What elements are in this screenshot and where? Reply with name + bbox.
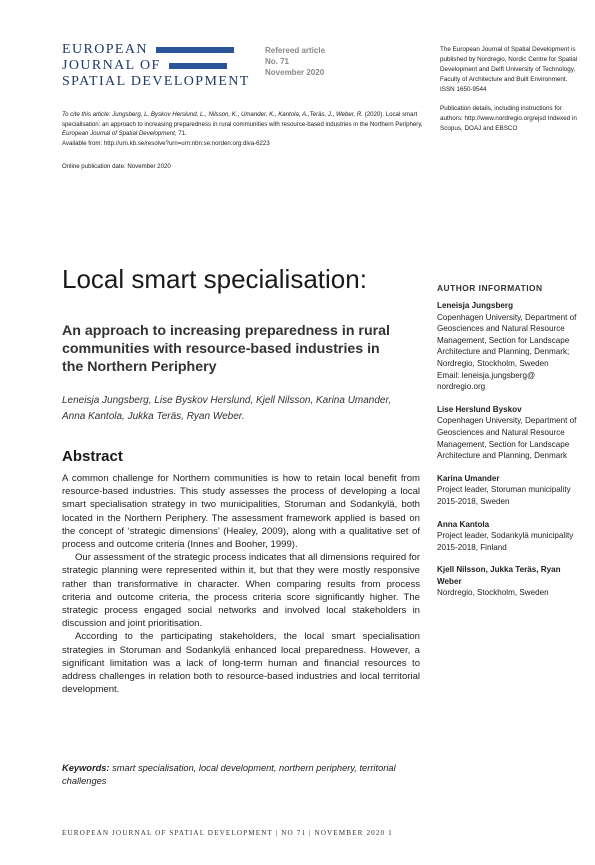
- logo-line-1: EUROPEAN: [62, 42, 148, 57]
- abstract-heading: Abstract: [62, 448, 123, 465]
- citation-block: [62, 110, 427, 172]
- author-entry: [437, 300, 585, 393]
- logo-rule-2: [169, 63, 227, 69]
- author-email[interactable]: Email: leneisja.jungsberg@ nordregio.org: [437, 370, 536, 392]
- logo-line-2: JOURNAL OF: [62, 58, 161, 73]
- cite-authors: Jungsberg, L. Byskov Herslund, L., Nilsson, K., Umander, K., Kantola, A.,Teräs, J., Weber, R.: [112, 111, 363, 118]
- author-affiliation: Project leader, Sodankylä municipality 2015-2018, Finland: [437, 531, 574, 552]
- page-footer: EUROPEAN JOURNAL OF SPATIAL DEVELOPMENT | NO 71 | NOVEMBER 2020 1: [62, 829, 393, 837]
- author-entry: [437, 473, 585, 508]
- author-name: Kjell Nilsson, Jukka Teräs, Ryan Weber: [437, 565, 561, 586]
- cite-available-link[interactable]: Available from: http://urn.kb.se/resolve?urn=urn:nbn:se:norden:org:diva-6223: [62, 139, 270, 147]
- author-name: Anna Kantola: [437, 519, 490, 529]
- cite-journal: European Journal of Spatial Development,: [62, 130, 177, 138]
- publication-details: Publication details, including instructions for authors: http://www.nordregio.org/ejsd Indexed in Scopus, DOAJ and EBSCO: [440, 105, 577, 132]
- logo-rule-1: [156, 47, 234, 53]
- abstract-paragraph-3: According to the participating stakeholders, the local smart specialisation strategies in Storuman and Sodankylä enhanced local preparedness. However, a significant limitation was a lack of long-term human and financial resources to address challenges in relation both to resource-based industries and local territorial development.: [62, 631, 420, 696]
- keywords-text: smart specialisation, local development, northern periphery, territorial challenges: [62, 763, 396, 786]
- logo-line-3: SPATIAL DEVELOPMENT: [62, 74, 250, 89]
- author-entry: [437, 519, 585, 554]
- author-affiliation: Nordregio, Stockholm, Sweden: [437, 588, 549, 598]
- online-date: Online publication date: November 2020: [62, 163, 171, 171]
- author-info-list: [437, 300, 585, 610]
- issn: ISSN 1650-9544: [440, 86, 487, 93]
- author-entry: [437, 404, 585, 462]
- abstract-paragraph-2: Our assessment of the strategic process indicates that all dimensions required for strategic planning were represented within it, but that they were mostly responsive rather than transformative in character. When comparing results from process criteria and outcome criteria, the process criteria score significantly higher. The strategic process engaged social networks and involved local stakeholders in discussion and joint prioritisation.: [62, 552, 420, 630]
- keywords-label: Keywords:: [62, 763, 110, 773]
- article-subtitle: An approach to increasing preparedness in rural communities with resource-based industries in the Northern Periphery: [62, 323, 390, 375]
- cite-number: 71.: [178, 130, 187, 138]
- keywords: [62, 762, 420, 788]
- abstract-paragraph-1: A common challenge for Northern communities is how to retain local benefit from resource-based industries. This study assesses the process of developing a local smart specialisation strategy in two municipalities, Storuman and Sodankylä, both located in the Northern Periphery. The assessment framework applied is based on the concept of ‘strategic dimensions’ (Healey, 2009), along with a qualitative set of process and outcome criteria (Innes and Booher, 1999).: [62, 473, 420, 551]
- publisher-info: [440, 45, 580, 143]
- issue-number: No. 71: [265, 57, 290, 66]
- author-affiliation: Copenhagen University, Department of Geosciences and Natural Resource Management, Section for Landscape Architecture and Planning, Denmark: [437, 416, 577, 461]
- author-info-heading: AUTHOR INFORMATION: [437, 283, 543, 293]
- journal-logo: [62, 42, 262, 90]
- author-name: Karina Umander: [437, 473, 500, 483]
- article-title: Local smart specialisation:: [62, 264, 367, 294]
- cite-label: To cite this article:: [62, 111, 111, 118]
- refereed-block: [265, 45, 415, 78]
- publisher-text: The European Journal of Spatial Development is published by Nordregio, Nordic Centre for Spatial Development and Delft University of Technology, Faculty of Architecture and Built Environment.: [440, 46, 578, 83]
- abstract-body: [62, 472, 420, 696]
- author-entry: [437, 564, 585, 599]
- author-affiliation: Project leader, Storuman municipality 2015-2018, Sweden: [437, 485, 571, 506]
- author-list: Leneisja Jungsberg, Lise Byskov Herslund, Kjell Nilsson, Karina Umander, Anna Kantola, Jukka Teräs, Ryan Weber.: [62, 395, 392, 422]
- author-name: Leneisja Jungsberg: [437, 301, 514, 310]
- cite-text: (2020). Local smart specialisation: an approach to increasing preparedness in rural communities with resource-based industries in the Northern Periphery,: [62, 111, 423, 128]
- author-name: Lise Herslund Byskov: [437, 404, 522, 414]
- refereed-label: Refereed article: [265, 46, 326, 55]
- author-affiliation: Copenhagen University, Department of Geosciences and Natural Resource Management, Section for Landscape Architecture and Planning, Denmark; Nordregio, Stockholm, Sweden: [437, 312, 577, 368]
- issue-date: November 2020: [265, 68, 325, 77]
